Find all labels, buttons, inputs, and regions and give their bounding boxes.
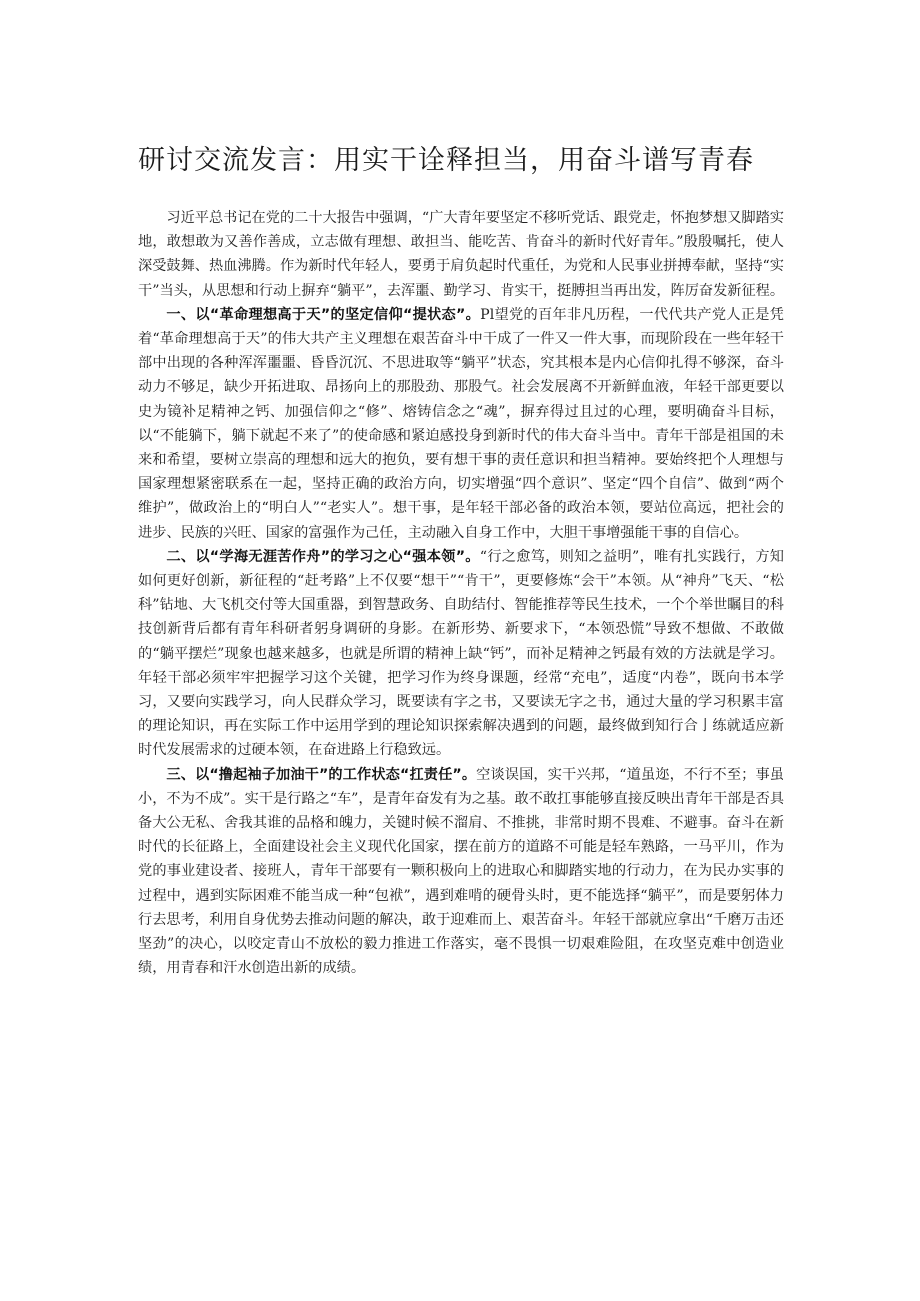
section-1-paragraph (138, 303, 784, 545)
section-3-paragraph (138, 763, 784, 981)
section-3-body: 空谈误国，实干兴邦，“道虽迩，不行不至；事虽小，不为不成”。实干是行路之“车”，是青年奋发有为之基。敢不敢扛事能够直接反映出青年干部是否具备大公无私、舍我其谁的品格和魄力，关键时候不溜肩、不推挑，非常时期不畏难、不避事。奋斗在新时代的长征路上，全面建设社会主义现代化国家，摆在前方的道路不可能是轻车熟路，一马平川，作为党的事业建设者、接班人，青年干部要有一颗积极向上的进取心和脚踏实地的行动力，在为民办实事的过程中，遇到实际困难不能当成一种“包袱”，遇到难啃的硬骨头时，更不能选择“躺平”，而是要躬体力行去思考，利用自身优势去推动问题的解决，敢于迎难而上、艰苦奋斗。年轻干部就应拿出“千磨万击还坚劲”的决心，以咬定青山不放松的毅力推进工作落实，毫不畏惧一切艰难险阻，在攻坚克难中创造业绩，用青春和汗水创造出新的成绩。 (138, 766, 785, 977)
document-page (138, 138, 784, 981)
intro-paragraph: 习近平总书记在党的二十大报告中强调，“广大青年要坚定不移听党话、跟党走，怀抱梦想又脚踏实地，敢想敢为又善作善成，立志做有理想、敢担当、能吃苦、肯奋斗的新时代好青年。”殷殷嘱托，使人深受鼓舞、热血沸腾。作为新时代年轻人，要勇于肩负起时代重任，为党和人民事业拼搏奉献，坚持“实干”当头，从思想和行动上摒弃“躺平”，去浑噩、勤学习、肯实干，挺膊担当再出发，阵厉奋发新征程。 (138, 210, 785, 299)
section-2-paragraph (138, 545, 784, 763)
section-2-body: “行之愈笃，则知之益明”，唯有扎实践行，方知如何更好创新，新征程的“赶考路”上不仅要“想干”“肯干”，更要修炼“会干”本领。从“神舟”飞天、“松科”钻地、大飞机交付等大国重器，到智慧政务、自助结付、智能推荐等民生技术，一个个举世瞩目的科技创新背后都有青年科研者躬身调研的身影。在新形势、新要求下，“本领恐慌”导致不想做、不敢做的“躺平摆烂”现象也越来越多，也就是所谓的精神上缺“钙”，而补足精神之钙最有效的方法就是学习。年轻干部必须牢牢把握学习这个关键，把学习作为终身课题，经常“充电”，适度“内卷”，既向书本学习，又要向实践学习，向人民群众学习，既要读有字之书，又要读无字之书，通过大量的学习积累丰富的理论知识，再在实际工作中运用学到的理论知识探索解决遇到的问题，最终做到知行合亅练就适应新时代发展需求的过硬本领，在奋进路上行稳致远。 (138, 548, 784, 759)
section-1-heading: 一、以“革命理想高于天”的坚定信仰“提状态”。 (166, 306, 481, 323)
document-title: 研讨交流发言：用实干诠释担当，用奋斗谱写青春 (138, 145, 754, 176)
section-3-heading: 三、以“撸起袖子加油干”的工作状态“扛责任”。 (166, 766, 477, 783)
section-2-heading: 二、以“学海无涯苦作舟”的学习之心“强本领”。 (166, 548, 480, 565)
section-1-body: Pl望党的百年非凡历程，一代代共产党人正是凭着“革命理想高于天”的伟大共产主义理想在艰苦奋斗中干成了一件又一件大事，而现阶段在一些年轻干部中出现的各种浑浑噩噩、昏昏沉沉、不思进取等“躺平”状态，究其根本是内心信仰扎得不够深，奋斗动力不够足，缺少开拓进取、昂扬向上的那股劲、那股气。社会发展离不开新鲜血液，年轻干部更要以史为镜补足精神之钙、加强信仰之“修”、熔铸信念之“魂”，摒弃得过且过的心理，要明确奋斗目标，以“不能躺下，躺下就起不来了”的使命感和紧迫感投身到新时代的伟大奋斗当中。青年干部是祖国的未来和希望，要树立崇高的理想和远大的抱负，要有想干事的责任意识和担当精神。要始终把个人理想与国家理想紧密联系在一起，坚持正确的政治方向，切实增强“四个意识”、坚定“四个自信”、做到“两个维护”，做政治上的“明白人”“老实人”。想干事，是年轻干部必备的政治本领，要站位高远，把社会的进步、民族的兴旺、国家的富强作为己任，主动融入自身工作中，大胆干事增强能干事的自信心。 (138, 306, 784, 541)
